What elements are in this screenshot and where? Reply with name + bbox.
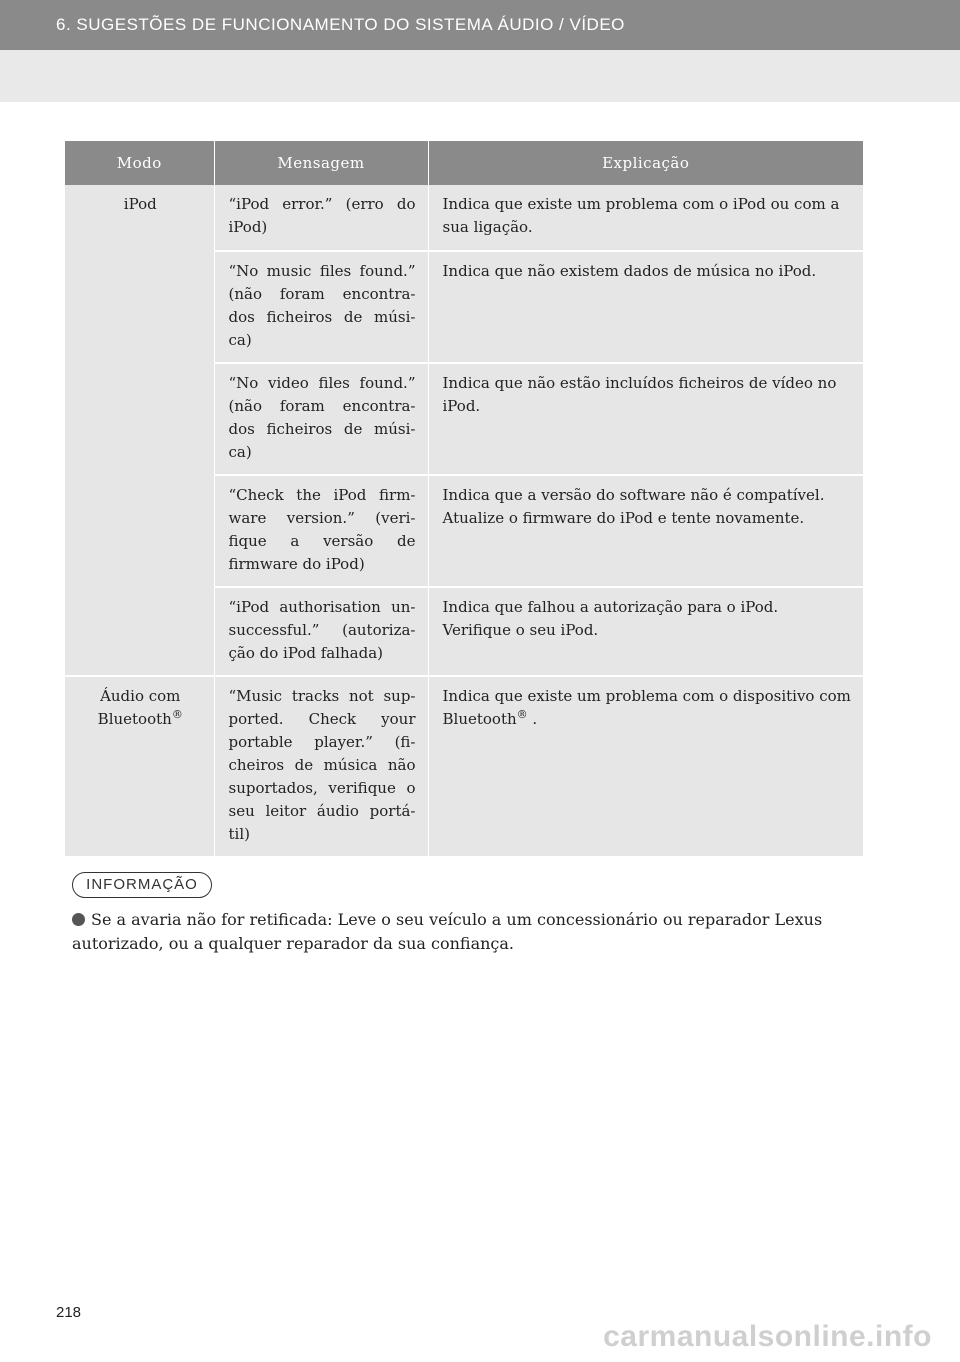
explanation-cell: Indica que existe um problema com o iPod ou com a sua ligação. — [428, 185, 863, 251]
explanation-text: Indica que existe um problema com o dispositivo com Bluetooth — [442, 687, 851, 728]
info-text: Se a avaria não for retificada: Leve o seu veículo a um concessionário ou reparador Lexus autorizado, ou a qualquer reparador da sua confiança. — [72, 910, 823, 953]
explanation-cell: Indica que não estão incluídos ficheiros de vídeo no iPod. — [428, 363, 863, 475]
column-header-mode: Modo — [65, 141, 214, 185]
message-table — [65, 141, 863, 858]
mode-label-line1: Áudio com — [100, 687, 181, 705]
mode-label-line2: Bluetooth — [97, 710, 172, 728]
table-row — [65, 185, 863, 251]
explanation-cell: Indica que a versão do software não é compatível. Atualize o firmware do iPod e tente novamente. — [428, 475, 863, 587]
bullet-icon — [72, 913, 85, 926]
registered-mark: ® — [171, 708, 183, 721]
registered-mark: ® — [516, 708, 528, 721]
explanation-cell: Indica que não existem dados de música no iPod. — [428, 251, 863, 363]
explanation-end: . — [532, 710, 538, 728]
message-cell: “Music tracks not sup-ported. Check your portable player.” (fi-cheiros de música não suportados, verifique o seu leitor áudio portá-til) — [214, 676, 428, 857]
section-title: 6. SUGESTÕES DE FUNCIONAMENTO DO SISTEMA ÁUDIO / VÍDEO — [56, 15, 625, 34]
section-header — [0, 0, 960, 50]
message-cell: “iPod authorisation un-successful.” (autoriza-ção do iPod falhada) — [214, 587, 428, 676]
message-cell: “Check the iPod firm-ware version.” (veri-fique a versão de firmware do iPod) — [214, 475, 428, 587]
column-header-explanation: Explicação — [428, 141, 863, 185]
mode-cell-bluetooth — [65, 676, 214, 857]
explanation-cell: Indica que falhou a autorização para o iPod. Verifique o seu iPod. — [428, 587, 863, 676]
watermark: carmanualsonline.info — [603, 1320, 932, 1353]
explanation-cell — [428, 676, 863, 857]
info-item — [72, 908, 862, 956]
mode-cell-ipod: iPod — [65, 185, 214, 676]
table-row — [65, 676, 863, 857]
message-cell: “No video files found.” (não foram encontra-dos ficheiros de músi-ca) — [214, 363, 428, 475]
column-header-message: Mensagem — [214, 141, 428, 185]
message-cell: “No music files found.” (não foram encontra-dos ficheiros de músi-ca) — [214, 251, 428, 363]
info-badge: INFORMAÇÃO — [72, 872, 212, 898]
header-band — [0, 50, 960, 102]
message-cell: “iPod error.” (erro do iPod) — [214, 185, 428, 251]
table-header-row — [65, 141, 863, 185]
page-number: 218 — [56, 1304, 82, 1321]
